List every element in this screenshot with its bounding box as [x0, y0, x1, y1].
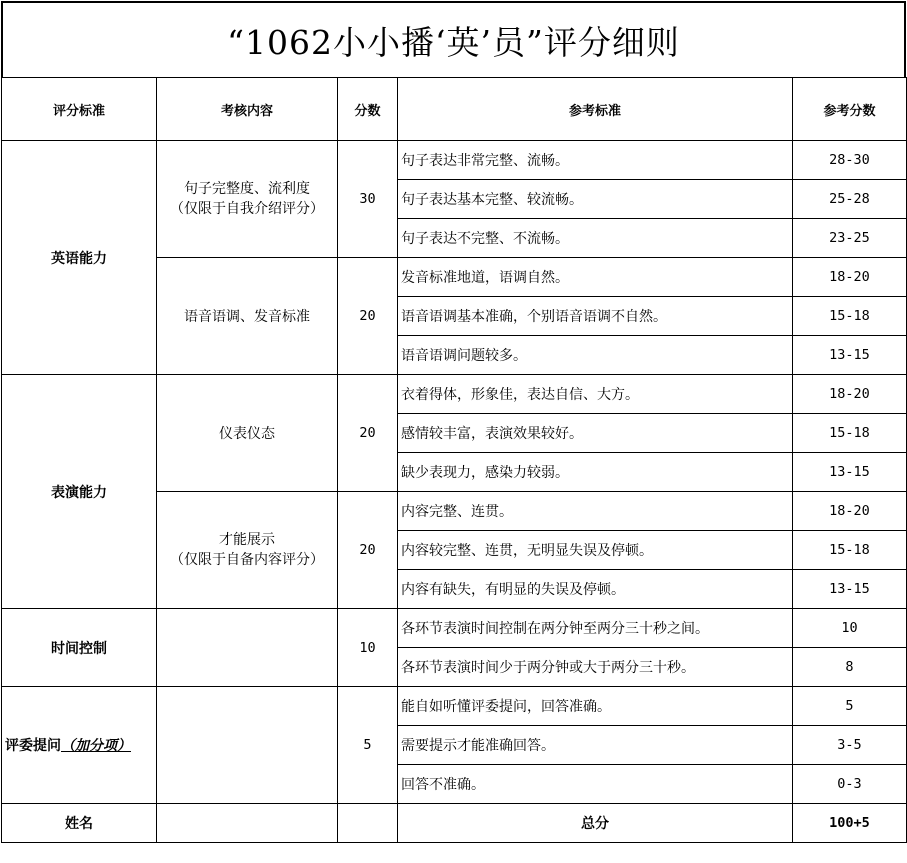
score-time: 10 [338, 609, 398, 687]
total-value: 100+5 [793, 804, 907, 843]
ref-score-cell: 15-18 [793, 297, 907, 336]
category-qa: 评委提问（加分项） [2, 687, 157, 804]
criteria-cell: 语音语调基本准确，个别语音语调不自然。 [398, 297, 793, 336]
name-label: 姓名 [2, 804, 157, 843]
criteria-cell: 能自如听懂评委提问，回答准确。 [398, 687, 793, 726]
category-time: 时间控制 [2, 609, 157, 687]
ref-score-cell: 15-18 [793, 531, 907, 570]
score-talent: 20 [338, 492, 398, 609]
criteria-cell: 内容较完整、连贯，无明显失误及停顿。 [398, 531, 793, 570]
content-qa-empty [157, 687, 338, 804]
ref-score-cell: 23-25 [793, 219, 907, 258]
content-sentence: 句子完整度、流利度 （仅限于自我介绍评分） [157, 141, 338, 258]
footer-empty-cell [338, 804, 398, 843]
score-pronunciation: 20 [338, 258, 398, 375]
table-row [2, 609, 907, 648]
ref-score-cell: 5 [793, 687, 907, 726]
criteria-cell: 句子表达不完整、不流畅。 [398, 219, 793, 258]
criteria-cell: 感情较丰富，表演效果较好。 [398, 414, 793, 453]
content-time-empty [157, 609, 338, 687]
total-label: 总分 [398, 804, 793, 843]
criteria-cell: 发音标准地道，语调自然。 [398, 258, 793, 297]
header-content: 考核内容 [157, 78, 338, 141]
bonus-label: （加分项） [61, 738, 131, 754]
ref-score-cell: 13-15 [793, 570, 907, 609]
criteria-cell: 衣着得体，形象佳，表达自信、大方。 [398, 375, 793, 414]
header-row [2, 78, 907, 141]
content-pronunciation: 语音语调、发音标准 [157, 258, 338, 375]
page-title: “1062小小播‘英’员”评分细则 [1, 1, 906, 77]
ref-score-cell: 8 [793, 648, 907, 687]
name-field[interactable] [157, 804, 338, 843]
category-english: 英语能力 [2, 141, 157, 375]
table-row [2, 375, 907, 414]
criteria-cell: 各环节表演时间少于两分钟或大于两分三十秒。 [398, 648, 793, 687]
table-row [2, 687, 907, 726]
score-qa: 5 [338, 687, 398, 804]
header-criteria: 参考标准 [398, 78, 793, 141]
header-category: 评分标准 [2, 78, 157, 141]
criteria-cell: 语音语调问题较多。 [398, 336, 793, 375]
ref-score-cell: 18-20 [793, 375, 907, 414]
scoring-table [1, 77, 907, 843]
ref-score-cell: 25-28 [793, 180, 907, 219]
ref-score-cell: 10 [793, 609, 907, 648]
content-appearance: 仪表仪态 [157, 375, 338, 492]
ref-score-cell: 28-30 [793, 141, 907, 180]
ref-score-cell: 13-15 [793, 336, 907, 375]
header-ref-score: 参考分数 [793, 78, 907, 141]
criteria-cell: 需要提示才能准确回答。 [398, 726, 793, 765]
criteria-cell: 回答不准确。 [398, 765, 793, 804]
ref-score-cell: 13-15 [793, 453, 907, 492]
header-score: 分数 [338, 78, 398, 141]
ref-score-cell: 15-18 [793, 414, 907, 453]
criteria-cell: 句子表达基本完整、较流畅。 [398, 180, 793, 219]
ref-score-cell: 0-3 [793, 765, 907, 804]
criteria-cell: 内容有缺失，有明显的失误及停顿。 [398, 570, 793, 609]
ref-score-cell: 3-5 [793, 726, 907, 765]
criteria-cell: 句子表达非常完整、流畅。 [398, 141, 793, 180]
score-appearance: 20 [338, 375, 398, 492]
category-performance: 表演能力 [2, 375, 157, 609]
table-row [2, 141, 907, 180]
content-talent: 才能展示 （仅限于自备内容评分） [157, 492, 338, 609]
criteria-cell: 缺少表现力，感染力较弱。 [398, 453, 793, 492]
criteria-cell: 各环节表演时间控制在两分钟至两分三十秒之间。 [398, 609, 793, 648]
ref-score-cell: 18-20 [793, 258, 907, 297]
footer-row [2, 804, 907, 843]
ref-score-cell: 18-20 [793, 492, 907, 531]
criteria-cell: 内容完整、连贯。 [398, 492, 793, 531]
score-sentence: 30 [338, 141, 398, 258]
